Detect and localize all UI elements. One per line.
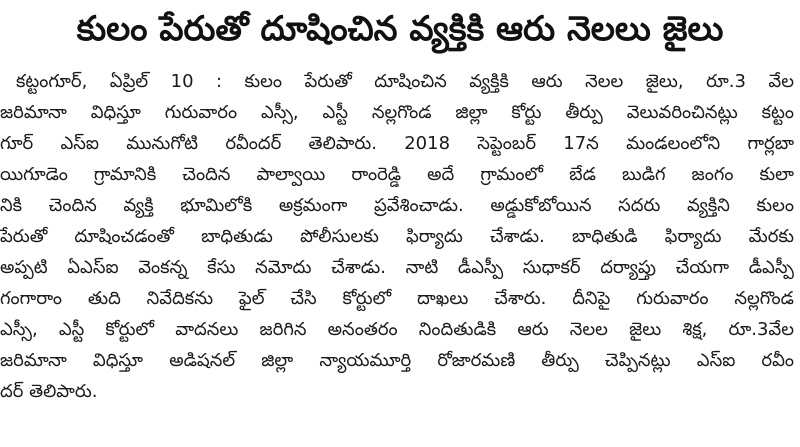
article-line: యిగూడెం గ్రామానికి చెందిన పాల్వాయి రాంరెడ్డి అదే గ్రామంలో బేడ బుడిగ జంగం కులా	[0, 164, 794, 185]
article-line: దర్ తెలిపారు.	[0, 381, 98, 402]
article-line: కట్టంగూర్, ఏప్రిల్ 10 : కులం పేరుతో దూషించిన వ్యక్తికి ఆరు నెలల జైలు, రూ.3 వేల	[16, 71, 794, 92]
article-headline: కులం పేరుతో దూషించిన వ్యక్తికి ఆరు నెలలు జైలు	[76, 9, 724, 49]
article-body	[0, 66, 800, 407]
article-line: పేరుతో దూషించడంతో బాధితుడు పోలీసులకు ఫిర్యాదు చేశాడు. బాధితుడి ఫిర్యాదు మేరకు	[0, 226, 794, 247]
article-line: గంగారాం తుది నివేదికను ఫైల్ చేసి కోర్టులో దాఖలు చేశారు. దీనిపై గురువారం నల్లగొండ	[0, 288, 794, 309]
article-line: గూర్ ఎస్ఐ మునుగోటి రవీందర్ తెలిపారు. 2018 సెప్టెంబర్ 17న మండలంలోని గార్లబా	[0, 133, 794, 154]
article-line: జరిమానా విధిస్తూ అడిషనల్ జిల్లా న్యాయమూర్తి రోజారమణి తీర్పు చెప్పినట్లు ఎస్ఐ రవీం	[0, 350, 794, 371]
article-line: ఎస్సీ, ఎస్టీ కోర్టులో వాదనలు జరిగిన అనంతరం నిందితుడికి ఆరు నెలల జైలు శిక్ష, రూ.3వేల	[0, 319, 794, 340]
article-line: నికి చెందిన వ్యక్తి భూమిలోకి అక్రమంగా ప్రవేశించాడు. అడ్డుకోబోయిన సదరు వ్యక్తిని కులం	[0, 195, 794, 216]
article-line: జరిమానా విధిస్తూ గురువారం ఎస్సీ, ఎస్టీ నల్లగొండ జిల్లా కోర్టు తీర్పు వెలువరించినట్లు కట్టం	[0, 102, 794, 123]
article-line: అప్పటి ఏఎస్ఐ వెంకన్న కేసు నమోదు చేశాడు. నాటి డీఎస్పీ సుధాకర్ దర్యాప్తు చేయగా డీఎస్పీ	[0, 257, 794, 278]
